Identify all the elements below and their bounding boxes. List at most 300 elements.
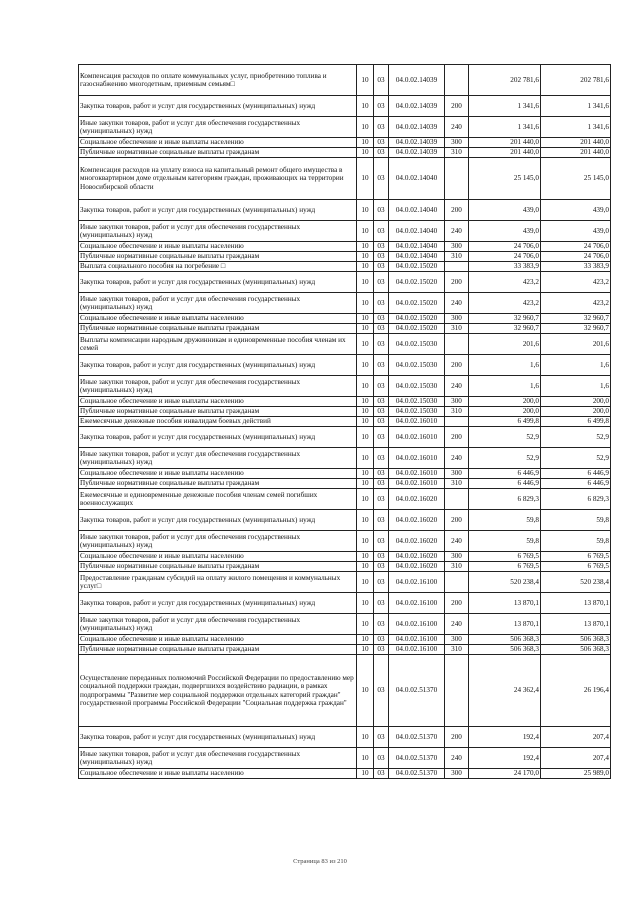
row-target-article-cell: 04.0.02.14040 [389, 252, 445, 262]
row-name-cell: Социальное обеспечение и иные выплаты населению [79, 635, 357, 645]
row-name-cell: Закупка товаров, работ и услуг для государственных (муниципальных) нужд [79, 200, 357, 221]
table-row [79, 614, 611, 635]
table-row [79, 479, 611, 489]
row-amount-1-cell: 59,8 [469, 531, 541, 552]
row-section-cell: 10 [357, 645, 374, 655]
row-target-article-cell: 04.0.02.16010 [389, 417, 445, 427]
table-row [79, 334, 611, 355]
row-target-article-cell: 04.0.02.51370 [389, 748, 445, 769]
row-amount-1-cell: 506 368,3 [469, 645, 541, 655]
row-amount-1-cell: 192,4 [469, 748, 541, 769]
row-amount-2-cell: 25 989,0 [541, 769, 611, 779]
row-amount-1-cell: 1 341,6 [469, 117, 541, 138]
table-row [79, 417, 611, 427]
row-target-article-cell: 04.0.02.16100 [389, 635, 445, 645]
row-subsection-cell: 03 [374, 221, 389, 242]
row-amount-2-cell: 200,0 [541, 407, 611, 417]
row-section-cell: 10 [357, 489, 374, 510]
row-subsection-cell: 03 [374, 262, 389, 272]
row-amount-2-cell: 52,9 [541, 427, 611, 448]
row-expense-type-cell: 300 [445, 138, 469, 148]
row-amount-2-cell: 201,6 [541, 334, 611, 355]
row-amount-2-cell: 25 145,0 [541, 158, 611, 200]
row-target-article-cell: 04.0.02.15030 [389, 334, 445, 355]
table-row [79, 314, 611, 324]
row-expense-type-cell: 200 [445, 355, 469, 376]
row-expense-type-cell: 310 [445, 562, 469, 572]
row-name-cell: Публичные нормативные социальные выплаты гражданам [79, 148, 357, 158]
row-expense-type-cell: 200 [445, 427, 469, 448]
row-amount-2-cell: 59,8 [541, 510, 611, 531]
row-expense-type-cell: 200 [445, 200, 469, 221]
row-target-article-cell: 04.0.02.14039 [389, 138, 445, 148]
row-section-cell: 10 [357, 117, 374, 138]
row-section-cell: 10 [357, 293, 374, 314]
row-name-cell: Социальное обеспечение и иные выплаты населению [79, 314, 357, 324]
row-expense-type-cell: 310 [445, 479, 469, 489]
table-row [79, 376, 611, 397]
row-subsection-cell: 03 [374, 489, 389, 510]
row-expense-type-cell [445, 65, 469, 96]
row-section-cell: 10 [357, 65, 374, 96]
row-amount-2-cell: 439,0 [541, 221, 611, 242]
row-target-article-cell: 04.0.02.14040 [389, 158, 445, 200]
row-expense-type-cell: 310 [445, 148, 469, 158]
row-section-cell: 10 [357, 355, 374, 376]
row-expense-type-cell [445, 572, 469, 593]
row-expense-type-cell: 300 [445, 314, 469, 324]
row-name-cell: Социальное обеспечение и иные выплаты населению [79, 397, 357, 407]
row-name-cell: Социальное обеспечение и иные выплаты населению [79, 242, 357, 252]
table-row [79, 572, 611, 593]
table-row [79, 272, 611, 293]
row-name-cell: Социальное обеспечение и иные выплаты населению [79, 552, 357, 562]
row-name-cell: Иные закупки товаров, работ и услуг для обеспечения государственных (муниципальных) нужд [79, 117, 357, 138]
row-section-cell: 10 [357, 314, 374, 324]
row-expense-type-cell: 310 [445, 252, 469, 262]
row-amount-2-cell: 26 196,4 [541, 655, 611, 727]
row-expense-type-cell [445, 334, 469, 355]
row-amount-1-cell: 1,6 [469, 376, 541, 397]
row-subsection-cell: 03 [374, 562, 389, 572]
row-expense-type-cell [445, 489, 469, 510]
row-expense-type-cell: 240 [445, 614, 469, 635]
row-amount-2-cell: 1,6 [541, 376, 611, 397]
row-amount-2-cell: 423,2 [541, 293, 611, 314]
row-subsection-cell: 03 [374, 552, 389, 562]
row-name-cell: Осуществление переданных полномочий Российской Федерации по предоставлению мер социальной поддержки граждан, подвергшихся воздействию радиации, в рамках подпрограммы "Развитие мер социальной поддержки отдельных категорий граждан" государственной программы Российской Федерации "Социальная поддержка граждан" [79, 655, 357, 727]
row-section-cell: 10 [357, 96, 374, 117]
row-expense-type-cell: 200 [445, 727, 469, 748]
row-amount-2-cell: 13 870,1 [541, 593, 611, 614]
table-row [79, 407, 611, 417]
row-amount-2-cell: 6 446,9 [541, 469, 611, 479]
row-subsection-cell: 03 [374, 96, 389, 117]
row-amount-1-cell: 200,0 [469, 407, 541, 417]
row-section-cell: 10 [357, 479, 374, 489]
row-section-cell: 10 [357, 593, 374, 614]
budget-table [78, 64, 611, 779]
row-amount-1-cell: 32 960,7 [469, 324, 541, 334]
table-row [79, 242, 611, 252]
row-target-article-cell: 04.0.02.15030 [389, 355, 445, 376]
row-section-cell: 10 [357, 510, 374, 531]
row-amount-1-cell: 200,0 [469, 397, 541, 407]
row-expense-type-cell: 240 [445, 117, 469, 138]
row-expense-type-cell: 200 [445, 96, 469, 117]
row-section-cell: 10 [357, 262, 374, 272]
row-expense-type-cell: 310 [445, 407, 469, 417]
row-name-cell: Иные закупки товаров, работ и услуг для обеспечения государственных (муниципальных) нужд [79, 293, 357, 314]
row-section-cell: 10 [357, 334, 374, 355]
row-name-cell: Публичные нормативные социальные выплаты гражданам [79, 479, 357, 489]
row-amount-1-cell: 201 440,0 [469, 148, 541, 158]
row-subsection-cell: 03 [374, 117, 389, 138]
table-row [79, 655, 611, 727]
row-subsection-cell: 03 [374, 293, 389, 314]
table-row [79, 324, 611, 334]
row-section-cell: 10 [357, 562, 374, 572]
row-name-cell: Иные закупки товаров, работ и услуг для обеспечения государственных (муниципальных) нужд [79, 531, 357, 552]
row-name-cell: Ежемесячные денежные пособия инвалидам боевых действий [79, 417, 357, 427]
row-section-cell: 10 [357, 769, 374, 779]
row-name-cell: Закупка товаров, работ и услуг для государственных (муниципальных) нужд [79, 96, 357, 117]
table-body [79, 65, 611, 779]
row-target-article-cell: 04.0.02.16010 [389, 479, 445, 489]
row-section-cell: 10 [357, 614, 374, 635]
row-target-article-cell: 04.0.02.16100 [389, 593, 445, 614]
row-target-article-cell: 04.0.02.16020 [389, 562, 445, 572]
row-amount-1-cell: 439,0 [469, 200, 541, 221]
table-row [79, 96, 611, 117]
row-name-cell: Ежемесячные и единовременные денежные пособия членам семей погибших военнослужащих [79, 489, 357, 510]
row-subsection-cell: 03 [374, 510, 389, 531]
row-expense-type-cell: 240 [445, 748, 469, 769]
row-amount-1-cell: 24 362,4 [469, 655, 541, 727]
row-target-article-cell: 04.0.02.15030 [389, 407, 445, 417]
row-amount-2-cell: 52,9 [541, 448, 611, 469]
row-target-article-cell: 04.0.02.14039 [389, 96, 445, 117]
row-amount-2-cell: 202 781,6 [541, 65, 611, 96]
row-expense-type-cell: 300 [445, 769, 469, 779]
table-row [79, 635, 611, 645]
row-name-cell: Публичные нормативные социальные выплаты гражданам [79, 645, 357, 655]
row-target-article-cell: 04.0.02.16100 [389, 614, 445, 635]
table-row [79, 593, 611, 614]
row-amount-1-cell: 520 238,4 [469, 572, 541, 593]
row-subsection-cell: 03 [374, 334, 389, 355]
row-name-cell: Публичные нормативные социальные выплаты гражданам [79, 407, 357, 417]
row-amount-1-cell: 24 170,0 [469, 769, 541, 779]
row-section-cell: 10 [357, 221, 374, 242]
row-section-cell: 10 [357, 531, 374, 552]
table-row [79, 748, 611, 769]
row-section-cell: 10 [357, 272, 374, 293]
row-name-cell: Социальное обеспечение и иные выплаты населению [79, 769, 357, 779]
row-section-cell: 10 [357, 655, 374, 727]
row-amount-2-cell: 201 440,0 [541, 138, 611, 148]
table-row [79, 138, 611, 148]
row-subsection-cell: 03 [374, 572, 389, 593]
row-amount-2-cell: 6 829,3 [541, 489, 611, 510]
row-subsection-cell: 03 [374, 376, 389, 397]
row-subsection-cell: 03 [374, 242, 389, 252]
row-subsection-cell: 03 [374, 748, 389, 769]
row-section-cell: 10 [357, 148, 374, 158]
row-subsection-cell: 03 [374, 272, 389, 293]
row-section-cell: 10 [357, 376, 374, 397]
row-section-cell: 10 [357, 417, 374, 427]
row-expense-type-cell [445, 417, 469, 427]
row-amount-2-cell: 1 341,6 [541, 96, 611, 117]
row-amount-1-cell: 13 870,1 [469, 614, 541, 635]
row-name-cell: Социальное обеспечение и иные выплаты населению [79, 469, 357, 479]
row-amount-2-cell: 201 440,0 [541, 148, 611, 158]
row-target-article-cell: 04.0.02.15020 [389, 324, 445, 334]
row-target-article-cell: 04.0.02.14040 [389, 200, 445, 221]
row-subsection-cell: 03 [374, 148, 389, 158]
row-target-article-cell: 04.0.02.15020 [389, 272, 445, 293]
row-target-article-cell: 04.0.02.15020 [389, 314, 445, 324]
table-row [79, 448, 611, 469]
row-name-cell: Публичные нормативные социальные выплаты гражданам [79, 562, 357, 572]
row-subsection-cell: 03 [374, 479, 389, 489]
row-amount-2-cell: 200,0 [541, 397, 611, 407]
row-subsection-cell: 03 [374, 645, 389, 655]
row-amount-1-cell: 201 440,0 [469, 138, 541, 148]
row-name-cell: Иные закупки товаров, работ и услуг для обеспечения государственных (муниципальных) нужд [79, 448, 357, 469]
row-amount-1-cell: 25 145,0 [469, 158, 541, 200]
row-section-cell: 10 [357, 138, 374, 148]
row-name-cell: Компенсация расходов по оплате коммунальных услуг, приобретению топлива и газоснабжению многодетным, приемным семьям□ [79, 65, 357, 96]
row-subsection-cell: 03 [374, 314, 389, 324]
row-subsection-cell: 03 [374, 448, 389, 469]
row-name-cell: Иные закупки товаров, работ и услуг для обеспечения государственных (муниципальных) нужд [79, 748, 357, 769]
row-subsection-cell: 03 [374, 138, 389, 148]
row-amount-1-cell: 423,2 [469, 272, 541, 293]
row-subsection-cell: 03 [374, 324, 389, 334]
row-amount-1-cell: 423,2 [469, 293, 541, 314]
row-amount-1-cell: 6 446,9 [469, 469, 541, 479]
row-expense-type-cell [445, 655, 469, 727]
row-expense-type-cell: 300 [445, 552, 469, 562]
row-amount-2-cell: 6 769,5 [541, 552, 611, 562]
row-section-cell: 10 [357, 397, 374, 407]
row-subsection-cell: 03 [374, 635, 389, 645]
row-amount-1-cell: 192,4 [469, 727, 541, 748]
table-row [79, 200, 611, 221]
row-amount-2-cell: 506 368,3 [541, 635, 611, 645]
row-subsection-cell: 03 [374, 655, 389, 727]
row-name-cell: Выплаты компенсации народным дружинникам и единовременные пособия членам их семей [79, 334, 357, 355]
row-amount-2-cell: 13 870,1 [541, 614, 611, 635]
table-row [79, 252, 611, 262]
row-target-article-cell: 04.0.02.16010 [389, 469, 445, 479]
row-section-cell: 10 [357, 448, 374, 469]
row-amount-1-cell: 52,9 [469, 448, 541, 469]
row-subsection-cell: 03 [374, 769, 389, 779]
row-name-cell: Публичные нормативные социальные выплаты гражданам [79, 324, 357, 334]
row-expense-type-cell: 200 [445, 510, 469, 531]
table-row [79, 645, 611, 655]
row-subsection-cell: 03 [374, 158, 389, 200]
row-section-cell: 10 [357, 427, 374, 448]
table-row [79, 769, 611, 779]
row-target-article-cell: 04.0.02.16010 [389, 427, 445, 448]
row-section-cell: 10 [357, 635, 374, 645]
row-section-cell: 10 [357, 469, 374, 479]
table-row [79, 117, 611, 138]
row-subsection-cell: 03 [374, 200, 389, 221]
row-amount-1-cell: 506 368,3 [469, 635, 541, 645]
row-amount-2-cell: 6 769,5 [541, 562, 611, 572]
row-section-cell: 10 [357, 158, 374, 200]
row-amount-1-cell: 201,6 [469, 334, 541, 355]
row-name-cell: Закупка товаров, работ и услуг для государственных (муниципальных) нужд [79, 593, 357, 614]
row-target-article-cell: 04.0.02.51370 [389, 655, 445, 727]
table-row [79, 562, 611, 572]
row-section-cell: 10 [357, 748, 374, 769]
row-section-cell: 10 [357, 200, 374, 221]
row-target-article-cell: 04.0.02.15030 [389, 397, 445, 407]
row-amount-1-cell: 32 960,7 [469, 314, 541, 324]
row-name-cell: Публичные нормативные социальные выплаты гражданам [79, 252, 357, 262]
table-row [79, 397, 611, 407]
row-target-article-cell: 04.0.02.16100 [389, 572, 445, 593]
row-name-cell: Выплата социального пособия на погребение □ [79, 262, 357, 272]
row-target-article-cell: 04.0.02.14039 [389, 148, 445, 158]
row-amount-1-cell: 1 341,6 [469, 96, 541, 117]
row-amount-2-cell: 6 446,9 [541, 479, 611, 489]
row-expense-type-cell [445, 158, 469, 200]
row-subsection-cell: 03 [374, 614, 389, 635]
row-expense-type-cell: 300 [445, 635, 469, 645]
row-amount-2-cell: 1 341,6 [541, 117, 611, 138]
row-target-article-cell: 04.0.02.16020 [389, 510, 445, 531]
row-amount-1-cell: 6 499,8 [469, 417, 541, 427]
row-target-article-cell: 04.0.02.16010 [389, 448, 445, 469]
row-amount-2-cell: 207,4 [541, 727, 611, 748]
row-expense-type-cell: 310 [445, 645, 469, 655]
row-name-cell: Социальное обеспечение и иные выплаты населению [79, 138, 357, 148]
row-section-cell: 10 [357, 572, 374, 593]
row-subsection-cell: 03 [374, 593, 389, 614]
row-target-article-cell: 04.0.02.16020 [389, 552, 445, 562]
row-amount-1-cell: 24 706,0 [469, 252, 541, 262]
table-row [79, 65, 611, 96]
row-amount-2-cell: 439,0 [541, 200, 611, 221]
row-subsection-cell: 03 [374, 397, 389, 407]
row-subsection-cell: 03 [374, 469, 389, 479]
table-row [79, 469, 611, 479]
row-section-cell: 10 [357, 252, 374, 262]
row-expense-type-cell: 300 [445, 242, 469, 252]
row-amount-1-cell: 59,8 [469, 510, 541, 531]
row-amount-2-cell: 423,2 [541, 272, 611, 293]
row-expense-type-cell: 200 [445, 593, 469, 614]
row-amount-2-cell: 59,8 [541, 531, 611, 552]
row-target-article-cell: 04.0.02.14039 [389, 117, 445, 138]
row-subsection-cell: 03 [374, 252, 389, 262]
table-row [79, 158, 611, 200]
row-section-cell: 10 [357, 242, 374, 252]
row-amount-1-cell: 6 446,9 [469, 479, 541, 489]
row-expense-type-cell: 240 [445, 293, 469, 314]
row-target-article-cell: 04.0.02.51370 [389, 727, 445, 748]
table-row [79, 427, 611, 448]
row-expense-type-cell: 240 [445, 376, 469, 397]
row-subsection-cell: 03 [374, 407, 389, 417]
row-expense-type-cell [445, 262, 469, 272]
row-expense-type-cell: 240 [445, 221, 469, 242]
table-row [79, 489, 611, 510]
row-amount-1-cell: 6 769,5 [469, 562, 541, 572]
row-target-article-cell: 04.0.02.16020 [389, 489, 445, 510]
page-footer: Страница 83 из 210 [293, 858, 347, 865]
row-name-cell: Компенсация расходов на уплату взноса на капитальный ремонт общего имущества в многоквартирном доме отдельным категориям граждан, проживающих на территории Новосибирской области [79, 158, 357, 200]
row-subsection-cell: 03 [374, 531, 389, 552]
row-expense-type-cell: 300 [445, 469, 469, 479]
row-amount-2-cell: 33 383,9 [541, 262, 611, 272]
row-subsection-cell: 03 [374, 65, 389, 96]
row-name-cell: Предоставление гражданам субсидий на оплату жилого помещения и коммунальных услуг□ [79, 572, 357, 593]
table-row [79, 293, 611, 314]
row-subsection-cell: 03 [374, 727, 389, 748]
row-name-cell: Закупка товаров, работ и услуг для государственных (муниципальных) нужд [79, 727, 357, 748]
table-row [79, 552, 611, 562]
row-target-article-cell: 04.0.02.14040 [389, 242, 445, 252]
table-row [79, 148, 611, 158]
row-amount-1-cell: 202 781,6 [469, 65, 541, 96]
row-name-cell: Закупка товаров, работ и услуг для государственных (муниципальных) нужд [79, 272, 357, 293]
row-target-article-cell: 04.0.02.16100 [389, 645, 445, 655]
row-amount-1-cell: 439,0 [469, 221, 541, 242]
row-amount-1-cell: 52,9 [469, 427, 541, 448]
row-amount-1-cell: 33 383,9 [469, 262, 541, 272]
row-amount-1-cell: 24 706,0 [469, 242, 541, 252]
row-amount-2-cell: 32 960,7 [541, 314, 611, 324]
row-amount-1-cell: 6 829,3 [469, 489, 541, 510]
row-target-article-cell: 04.0.02.14040 [389, 221, 445, 242]
row-subsection-cell: 03 [374, 427, 389, 448]
table-row [79, 510, 611, 531]
row-amount-2-cell: 24 706,0 [541, 252, 611, 262]
table-row [79, 727, 611, 748]
table-row [79, 221, 611, 242]
row-amount-2-cell: 207,4 [541, 748, 611, 769]
table-row [79, 355, 611, 376]
row-section-cell: 10 [357, 552, 374, 562]
row-target-article-cell: 04.0.02.15030 [389, 376, 445, 397]
row-subsection-cell: 03 [374, 417, 389, 427]
row-name-cell: Иные закупки товаров, работ и услуг для обеспечения государственных (муниципальных) нужд [79, 614, 357, 635]
row-amount-1-cell: 1,6 [469, 355, 541, 376]
row-name-cell: Иные закупки товаров, работ и услуг для обеспечения государственных (муниципальных) нужд [79, 221, 357, 242]
row-amount-2-cell: 1,6 [541, 355, 611, 376]
row-amount-2-cell: 32 960,7 [541, 324, 611, 334]
row-section-cell: 10 [357, 727, 374, 748]
row-section-cell: 10 [357, 407, 374, 417]
row-amount-2-cell: 520 238,4 [541, 572, 611, 593]
row-subsection-cell: 03 [374, 355, 389, 376]
row-amount-1-cell: 13 870,1 [469, 593, 541, 614]
row-name-cell: Закупка товаров, работ и услуг для государственных (муниципальных) нужд [79, 355, 357, 376]
row-expense-type-cell: 240 [445, 448, 469, 469]
row-section-cell: 10 [357, 324, 374, 334]
row-amount-1-cell: 6 769,5 [469, 552, 541, 562]
row-name-cell: Закупка товаров, работ и услуг для государственных (муниципальных) нужд [79, 427, 357, 448]
row-expense-type-cell: 240 [445, 531, 469, 552]
